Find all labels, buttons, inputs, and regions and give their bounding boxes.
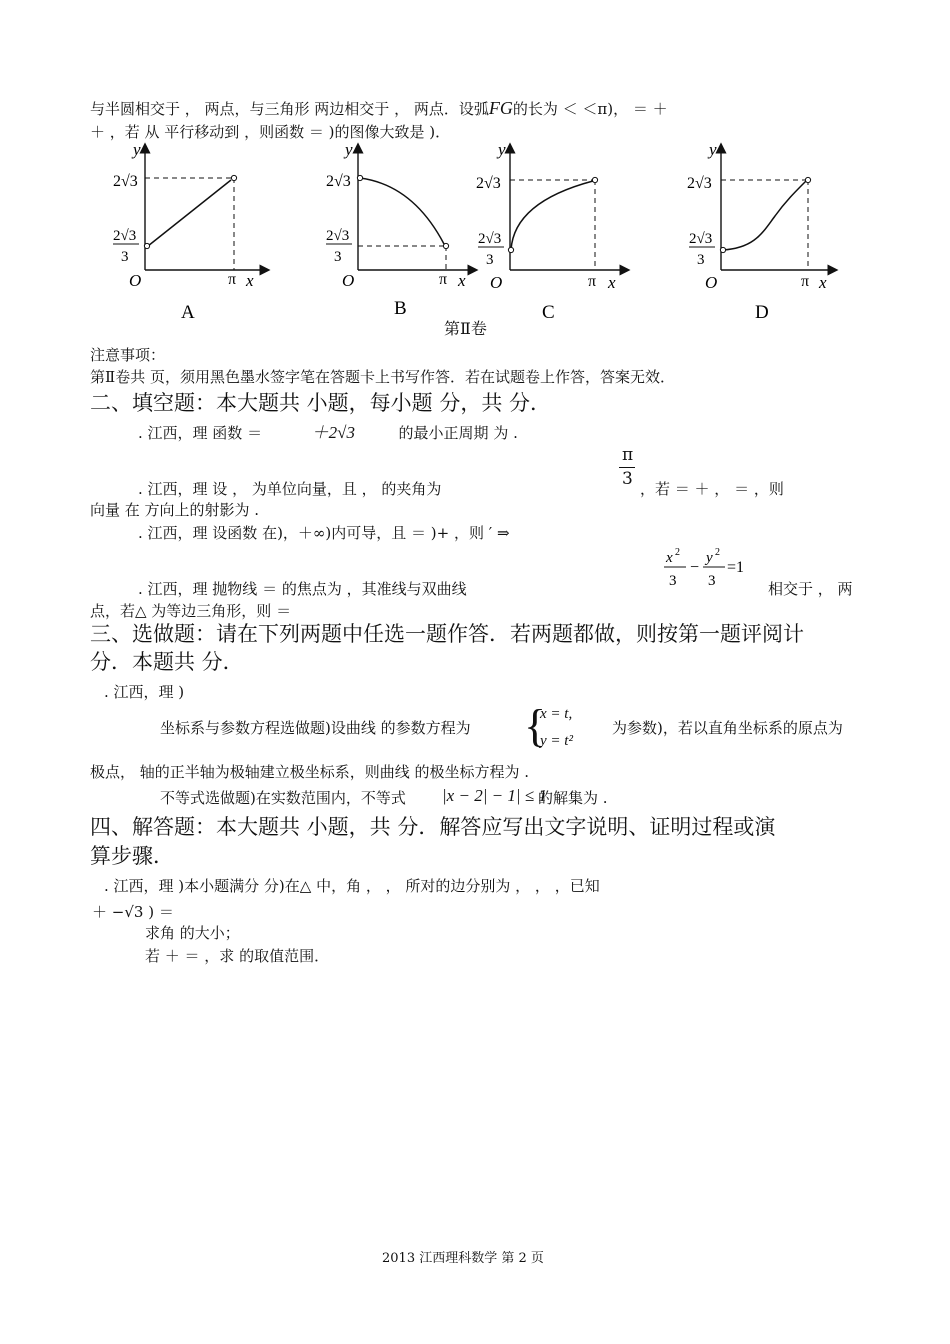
y-top-a: 2√3 [113,173,138,190]
graph-c [470,140,650,325]
q15-p1b: 为参数)，若以直角坐标系的原点为 [612,719,843,737]
system-eq1: x = t, [540,706,573,722]
svg-text:π: π [588,273,597,290]
graph-d [685,140,845,325]
svg-text:π: π [228,271,237,288]
q12-frac-den: 3 [622,469,633,489]
q16-condition: ＋ −√3 ) ＝ [92,903,174,921]
graph-a [95,140,275,325]
svg-text:3: 3 [334,249,342,265]
label-a: A [181,302,195,323]
q14-line2: 点，若△ 为等边三角形，则 ＝ [90,602,292,620]
curve-a [148,180,231,246]
svg-text:y: y [709,140,717,159]
page-footer: 2013 江西理科数学 第 2 页 [382,1251,544,1266]
svg-text:2√3: 2√3 [326,173,351,190]
system-brace: { [524,700,547,751]
q10-line2: ＋ ，若 从 平行移动到 ，则函数 ＝ )的图像大致是 )． [90,123,451,141]
svg-text:2√3: 2√3 [689,231,713,247]
svg-text:2: 2 [715,547,720,558]
q11: . 江西，理 函数 ＝ ＋2√3 的最小正周期 为 . [138,423,518,442]
q14-line1b: 相交于 ， 两 [768,580,853,598]
svg-text:2√3: 2√3 [476,175,501,192]
svg-text:x: x [458,271,466,290]
curve-d [723,181,806,250]
svg-text:π: π [801,273,810,290]
hyperbola-equation [662,545,750,593]
label-b: B [394,298,407,319]
curve-c [511,181,593,250]
system-eq2: y = t² [540,733,573,749]
q12-line1a: . 江西，理 设 ， 为单位向量，且 ， 的夹角为 [138,480,442,498]
label-d: D [755,302,769,323]
svg-text:O: O [342,271,355,290]
q16-head: . 江西，理 )本小题满分 分)在△ 中，角 ， ， 所对的边分别为 ， ， ，已知 [104,877,600,895]
svg-text:y: y [498,140,506,159]
svg-text:3: 3 [708,573,716,589]
arc-fg: FG [488,98,513,118]
q15-p1a: 坐标系与参数方程选做题)设曲线 的参数方程为 [160,719,471,737]
q13: . 江西，理 设函数 在)，＋∞)内可导，且 ＝ )+ ，则 ′ ⇒ [138,524,510,542]
svg-text:x: x [666,550,673,566]
q12-line2: 向量 在 方向上的射影为 . [90,501,260,519]
svg-text:x: x [608,273,616,292]
q15-head: . 江西，理 ) [104,683,185,701]
svg-text:2√3: 2√3 [326,228,350,244]
svg-text:x: x [246,271,254,290]
q16-part1: 求角 的大小； [145,924,240,942]
svg-text:3: 3 [486,252,494,268]
svg-text:=1: =1 [727,559,745,576]
section-fill-in: 二、填空题：本大题共 小题，每小题 分，共 分． [90,391,552,415]
label-c: C [542,302,555,323]
svg-text:2√3: 2√3 [478,231,502,247]
svg-text:y: y [133,140,141,159]
section-optional-l2: 分．本题共 分． [90,650,244,674]
section-answer-l1: 四、解答题：本大题共 小题，共 分．解答应写出文字说明、证明过程或演 [90,815,776,839]
svg-text:y: y [706,550,713,566]
svg-text:3: 3 [121,249,129,265]
inequality: |x − 2| − 1| ≤ 1 [442,786,547,805]
notice-title: 注意事项： [90,346,166,364]
notice-body: 第Ⅱ卷共 页，须用黑色墨水签字笔在答题卡上书写作答．若在试题卷上作答，答案无效． [90,368,675,386]
svg-text:y: y [345,140,353,159]
section-optional-l1: 三、选做题：请在下列两题中任选一题作答．若两题都做，则按第一题评阅计 [90,622,804,646]
svg-text:2√3: 2√3 [113,228,137,244]
svg-text:π: π [439,271,448,288]
q10-line1: 与半圆相交于 ， 两点，与三角形 两边相交于 ， 两点．设弧FG的长为 ＜ ＜π)， ＝ ＋ [90,98,668,118]
svg-text:O: O [490,273,503,292]
svg-text:3: 3 [697,252,705,268]
svg-text:3: 3 [669,573,677,589]
q12-frac-bar [619,467,635,468]
svg-text:2√3: 2√3 [687,175,712,192]
svg-text:−: − [690,559,700,576]
q15-p1c: 极点， 轴的正半轴为极轴建立极坐标系，则曲线 的极坐标方程为 . [90,763,530,781]
svg-text:O: O [129,271,142,290]
q14-line1a: . 江西，理 抛物线 ＝ 的焦点为 ，其准线与双曲线 [138,580,467,598]
volume-title: 第Ⅱ卷 [444,319,487,338]
q12-line1b: ，若 ＝ ＋ ， ＝ ，则 [640,480,784,498]
section-answer-l2: 算步骤． [90,844,174,868]
q12-frac-num: π [622,445,634,465]
svg-text:O: O [705,273,718,292]
curve-b [360,178,444,244]
q15-p2a: 不等式选做题)在实数范围内，不等式 [160,789,406,807]
svg-text:x: x [819,273,827,292]
q15-p2b: 的解集为 . [538,789,608,807]
q16-part2: 若 ＋ ＝ ，求 的取值范围． [145,947,330,965]
svg-text:2: 2 [675,547,680,558]
